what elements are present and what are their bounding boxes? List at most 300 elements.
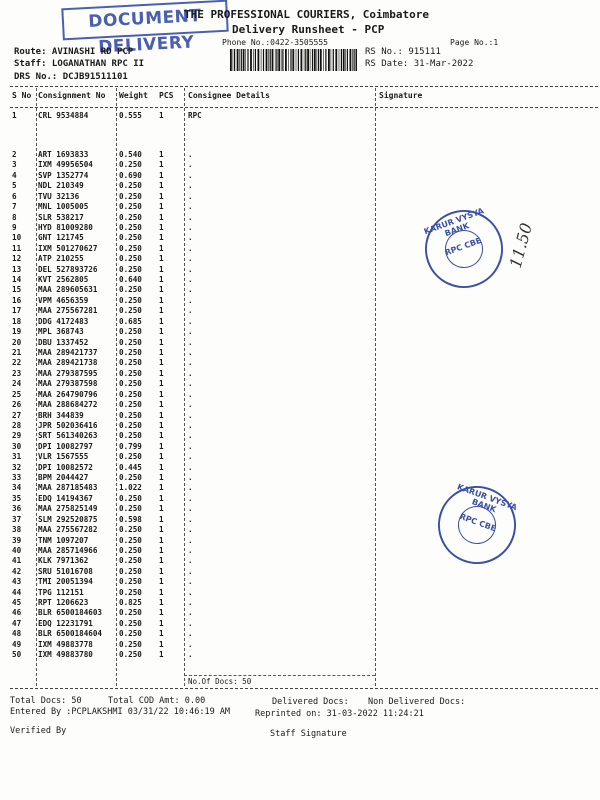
stamp-center-text: RPC CBE: [458, 511, 498, 534]
consignee-details-cell: .: [188, 191, 193, 201]
pieces-cell: 1: [159, 452, 164, 462]
consignee-details-cell: .: [188, 566, 193, 576]
serial-number-cell: 32: [12, 462, 22, 472]
consignee-details-cell: RPC: [188, 111, 202, 120]
consignment-number-cell: EDQ 14194367: [38, 493, 93, 503]
column-header-consignment: Consignment No: [38, 91, 106, 100]
serial-number-cell: 23: [12, 368, 22, 378]
table-row: [0, 223, 600, 233]
pieces-cell: 1: [159, 212, 164, 222]
table-row: [0, 348, 600, 358]
consignment-number-cell: NDL 210349: [38, 181, 84, 191]
consignment-number-cell: VLR 1567555: [38, 452, 89, 462]
consignee-details-cell: .: [188, 473, 193, 483]
column-header-signature: Signature: [379, 91, 423, 100]
weight-cell: 0.250: [119, 473, 142, 483]
consignee-details-cell: .: [188, 264, 193, 274]
consignment-number-cell: IXM 49883780: [38, 650, 93, 660]
total-cod-amount: Total COD Amt: 0.00: [108, 696, 206, 706]
table-header-border: [10, 107, 598, 108]
consignee-details-cell: .: [188, 379, 193, 389]
consignee-details-cell: .: [188, 514, 193, 524]
consignee-details-cell: .: [188, 431, 193, 441]
weight-cell: 0.250: [119, 285, 142, 295]
serial-number-cell: 50: [12, 650, 22, 660]
pieces-cell: 1: [159, 160, 164, 170]
consignment-number-cell: CRL 9534884: [38, 111, 89, 120]
serial-number-cell: 41: [12, 556, 22, 566]
serial-number-cell: 19: [12, 327, 22, 337]
consignment-number-cell: MAA 289421738: [38, 358, 98, 368]
table-row: [0, 233, 600, 243]
verified-by: Verified By: [10, 726, 67, 736]
weight-cell: 0.598: [119, 514, 142, 524]
serial-number-cell: 8: [12, 212, 17, 222]
serial-number-cell: 16: [12, 295, 22, 305]
table-row: [0, 577, 600, 587]
table-row: [0, 306, 600, 316]
consignee-details-cell: .: [188, 650, 193, 660]
consignment-number-cell: TPG 112151: [38, 587, 84, 597]
weight-cell: 0.250: [119, 545, 142, 555]
serial-number-cell: 35: [12, 493, 22, 503]
consignee-details-cell: .: [188, 285, 193, 295]
consignment-number-cell: MAA 288684272: [38, 400, 98, 410]
consignee-details-cell: .: [188, 275, 193, 285]
staff-signature: Staff Signature: [270, 729, 347, 739]
consignment-number-cell: EDQ 12231791: [38, 618, 93, 628]
serial-number-cell: 15: [12, 285, 22, 295]
consignment-number-cell: MAA 279387598: [38, 379, 98, 389]
serial-number-cell: 39: [12, 535, 22, 545]
drs-number: DRS No.: DCJB91511101: [14, 72, 128, 82]
consignee-details-cell: .: [188, 577, 193, 587]
consignment-number-cell: MAA 289421737: [38, 347, 98, 357]
weight-cell: 0.685: [119, 316, 142, 326]
serial-number-cell: 37: [12, 514, 22, 524]
consignment-number-cell: BLR 6500184603: [38, 608, 103, 618]
pieces-cell: 1: [159, 441, 164, 451]
serial-number-cell: 27: [12, 410, 22, 420]
rs-number: RS No.: 915111: [365, 47, 441, 57]
table-row: [0, 463, 600, 473]
phone-number: Phone No.:0422-3505555: [222, 38, 328, 47]
consignment-number-cell: RPT 1206623: [38, 598, 89, 608]
pieces-cell: 1: [159, 254, 164, 264]
table-row: [0, 358, 600, 368]
table-row: [0, 338, 600, 348]
serial-number-cell: 22: [12, 358, 22, 368]
pieces-cell: 1: [159, 420, 164, 430]
weight-cell: 0.250: [119, 566, 142, 576]
consignment-number-cell: MAA 275567282: [38, 525, 98, 535]
serial-number-cell: 17: [12, 306, 22, 316]
serial-number-cell: 30: [12, 441, 22, 451]
column-header-pcs: PCS: [159, 91, 174, 100]
consignment-number-cell: MAA 275567281: [38, 306, 98, 316]
pieces-cell: 1: [159, 462, 164, 472]
consignment-number-cell: KLK 7971362: [38, 556, 89, 566]
consignment-number-cell: MAA 287185483: [38, 483, 98, 493]
consignee-details-cell: .: [188, 493, 193, 503]
serial-number-cell: 43: [12, 577, 22, 587]
pieces-cell: 1: [159, 525, 164, 535]
consignee-details-cell: .: [188, 462, 193, 472]
consignee-details-cell: .: [188, 452, 193, 462]
weight-cell: 0.250: [119, 650, 142, 660]
weight-cell: 0.250: [119, 420, 142, 430]
serial-number-cell: 21: [12, 347, 22, 357]
consignee-details-cell: .: [188, 368, 193, 378]
pieces-cell: 1: [159, 431, 164, 441]
consignment-number-cell: MNL 1005005: [38, 202, 89, 212]
table-row: [0, 202, 600, 212]
consignment-number-cell: JPR 502036416: [38, 420, 98, 430]
consignee-details-cell: .: [188, 618, 193, 628]
table-row: [0, 181, 600, 191]
weight-cell: 0.250: [119, 222, 142, 232]
weight-cell: 0.250: [119, 295, 142, 305]
pieces-cell: 1: [159, 275, 164, 285]
serial-number-cell: 3: [12, 160, 17, 170]
serial-number-cell: 28: [12, 420, 22, 430]
delivered-docs: Delivered Docs:: [272, 697, 349, 707]
serial-number-cell: 10: [12, 233, 22, 243]
table-row: [0, 192, 600, 202]
serial-number-cell: 20: [12, 337, 22, 347]
consignee-details-cell: .: [188, 337, 193, 347]
weight-cell: 0.250: [119, 368, 142, 378]
consignment-number-cell: SLR 538217: [38, 212, 84, 222]
consignee-details-cell: .: [188, 181, 193, 191]
consignee-details-cell: .: [188, 629, 193, 639]
table-row: [0, 111, 600, 121]
column-header-weight: Weight: [119, 91, 148, 100]
consignee-details-cell: .: [188, 420, 193, 430]
weight-cell: 0.250: [119, 577, 142, 587]
consignee-details-cell: .: [188, 608, 193, 618]
route-label: Route: AVINASHI RD PCP: [14, 47, 134, 57]
serial-number-cell: 47: [12, 618, 22, 628]
table-row: [0, 317, 600, 327]
consignment-number-cell: MPL 368743: [38, 327, 84, 337]
table-row: [0, 421, 600, 431]
consignment-number-cell: HYD 81009280: [38, 222, 93, 232]
serial-number-cell: 34: [12, 483, 22, 493]
consignee-details-cell: .: [188, 150, 193, 159]
runsheet-subtitle: Delivery Runsheet - PCP: [232, 23, 385, 36]
consignee-details-cell: .: [188, 202, 193, 212]
serial-number-cell: 26: [12, 400, 22, 410]
weight-cell: 0.825: [119, 598, 142, 608]
pieces-cell: 1: [159, 389, 164, 399]
consignment-number-cell: BPM 2044427: [38, 473, 89, 483]
pieces-cell: 1: [159, 368, 164, 378]
consignee-details-cell: .: [188, 295, 193, 305]
pieces-cell: 1: [159, 608, 164, 618]
rs-date: RS Date: 31-Mar-2022: [365, 59, 474, 69]
serial-number-cell: 40: [12, 545, 22, 555]
table-row: [0, 556, 600, 566]
weight-cell: 0.250: [119, 535, 142, 545]
no-of-docs-separator: [184, 675, 375, 676]
pieces-cell: 1: [159, 514, 164, 524]
serial-number-cell: 14: [12, 275, 22, 285]
table-row: [0, 390, 600, 400]
table-row: [0, 213, 600, 223]
weight-cell: 0.250: [119, 347, 142, 357]
serial-number-cell: 31: [12, 452, 22, 462]
stamp-center-text: RPC CBE: [443, 235, 483, 258]
table-row: [0, 431, 600, 441]
table-row: [0, 400, 600, 410]
weight-cell: 0.250: [119, 493, 142, 503]
weight-cell: 0.250: [119, 556, 142, 566]
weight-cell: 0.250: [119, 202, 142, 212]
weight-cell: 0.250: [119, 337, 142, 347]
weight-cell: 0.799: [119, 441, 142, 451]
pieces-cell: 1: [159, 316, 164, 326]
pieces-cell: 1: [159, 358, 164, 368]
consignee-details-cell: .: [188, 160, 193, 170]
barcode-image: [230, 49, 357, 71]
table-row: [0, 285, 600, 295]
table-row: [0, 608, 600, 618]
consignment-number-cell: DPI 10082572: [38, 462, 93, 472]
consignee-details-cell: .: [188, 233, 193, 243]
consignment-number-cell: DBU 1337452: [38, 337, 89, 347]
consignment-number-cell: MAA 264790796: [38, 389, 98, 399]
consignment-number-cell: IXM 501270627: [38, 243, 98, 253]
weight-cell: 0.250: [119, 358, 142, 368]
pieces-cell: 1: [159, 473, 164, 483]
serial-number-cell: 48: [12, 629, 22, 639]
table-row: [0, 452, 600, 462]
consignment-number-cell: MAA 285714966: [38, 545, 98, 555]
pieces-cell: 1: [159, 577, 164, 587]
non-delivered-docs: Non Delivered Docs:: [368, 697, 466, 707]
consignment-number-cell: MAA 289605631: [38, 285, 98, 295]
serial-number-cell: 44: [12, 587, 22, 597]
consignee-details-cell: .: [188, 504, 193, 514]
consignee-details-cell: .: [188, 545, 193, 555]
pieces-cell: 1: [159, 111, 164, 120]
serial-number-cell: 11: [12, 243, 22, 253]
table-row: [0, 650, 600, 660]
weight-cell: 0.250: [119, 629, 142, 639]
pieces-cell: 1: [159, 535, 164, 545]
consignment-number-cell: GNT 121745: [38, 233, 84, 243]
table-row: [0, 379, 600, 389]
consignee-details-cell: .: [188, 212, 193, 222]
serial-number-cell: 29: [12, 431, 22, 441]
consignee-details-cell: .: [188, 327, 193, 337]
table-bottom-border: [10, 688, 598, 689]
weight-cell: 0.250: [119, 233, 142, 243]
consignee-details-cell: .: [188, 316, 193, 326]
serial-number-cell: 12: [12, 254, 22, 264]
consignment-number-cell: TNM 1097207: [38, 535, 89, 545]
pieces-cell: 1: [159, 150, 164, 159]
pieces-cell: 1: [159, 264, 164, 274]
total-docs: Total Docs: 50: [10, 696, 82, 706]
table-row: [0, 629, 600, 639]
column-header-consignee: Consignee Details: [188, 91, 270, 100]
column-header-sno: S No: [12, 91, 32, 100]
table-row: [0, 369, 600, 379]
serial-number-cell: 6: [12, 191, 17, 201]
table-row: [0, 327, 600, 337]
consignment-number-cell: DPI 10082797: [38, 441, 93, 451]
weight-cell: 0.250: [119, 212, 142, 222]
weight-cell: 0.250: [119, 254, 142, 264]
pieces-cell: 1: [159, 295, 164, 305]
serial-number-cell: 33: [12, 473, 22, 483]
weight-cell: 0.540: [119, 150, 142, 159]
pieces-cell: 1: [159, 327, 164, 337]
consignee-details-cell: .: [188, 389, 193, 399]
consignee-details-cell: .: [188, 598, 193, 608]
table-row: [0, 171, 600, 181]
weight-cell: 0.250: [119, 306, 142, 316]
consignee-details-cell: .: [188, 441, 193, 451]
consignment-number-cell: TVU 32136: [38, 191, 80, 201]
consignee-details-cell: .: [188, 525, 193, 535]
weight-cell: 0.250: [119, 608, 142, 618]
consignee-details-cell: .: [188, 556, 193, 566]
table-row: [0, 640, 600, 650]
table-row: [0, 442, 600, 452]
consignee-details-cell: .: [188, 243, 193, 253]
weight-cell: 0.250: [119, 525, 142, 535]
consignment-number-cell: MAA 279387595: [38, 368, 98, 378]
pieces-cell: 1: [159, 337, 164, 347]
consignment-number-cell: SLM 292520875: [38, 514, 98, 524]
consignee-details-cell: .: [188, 306, 193, 316]
pieces-cell: 1: [159, 598, 164, 608]
consignee-details-cell: .: [188, 358, 193, 368]
consignment-number-cell: TMI 20051394: [38, 577, 93, 587]
weight-cell: 0.250: [119, 327, 142, 337]
serial-number-cell: 9: [12, 222, 17, 232]
pieces-cell: 1: [159, 545, 164, 555]
weight-cell: 0.250: [119, 264, 142, 274]
weight-cell: 0.250: [119, 431, 142, 441]
table-row: [0, 483, 600, 493]
table-row: [0, 150, 600, 160]
consignment-number-cell: IXM 49956504: [38, 160, 93, 170]
pieces-cell: 1: [159, 233, 164, 243]
serial-number-cell: 24: [12, 379, 22, 389]
weight-cell: 0.555: [119, 111, 142, 120]
consignment-number-cell: DEL 527893726: [38, 264, 98, 274]
serial-number-cell: 13: [12, 264, 22, 274]
company-title: THE PROFESSIONAL COURIERS, Coimbatore: [184, 8, 430, 21]
weight-cell: 0.445: [119, 462, 142, 472]
serial-number-cell: 7: [12, 202, 17, 212]
pieces-cell: 1: [159, 170, 164, 180]
page-number: Page No.:1: [450, 38, 499, 47]
weight-cell: 0.250: [119, 243, 142, 253]
weight-cell: 0.250: [119, 160, 142, 170]
serial-number-cell: 45: [12, 598, 22, 608]
table-row: [0, 567, 600, 577]
consignee-details-cell: .: [188, 400, 193, 410]
weight-cell: 0.640: [119, 275, 142, 285]
pieces-cell: 1: [159, 566, 164, 576]
pieces-cell: 1: [159, 483, 164, 493]
pieces-cell: 1: [159, 191, 164, 201]
consignment-number-cell: MAA 275825149: [38, 504, 98, 514]
consignee-details-cell: .: [188, 483, 193, 493]
pieces-cell: 1: [159, 629, 164, 639]
consignee-details-cell: .: [188, 170, 193, 180]
consignment-number-cell: DDG 4172483: [38, 316, 89, 326]
pieces-cell: 1: [159, 618, 164, 628]
table-row: [0, 411, 600, 421]
table-row: [0, 619, 600, 629]
serial-number-cell: 25: [12, 389, 22, 399]
pieces-cell: 1: [159, 181, 164, 191]
consignment-number-cell: IXM 49883778: [38, 639, 93, 649]
pieces-cell: 1: [159, 504, 164, 514]
pieces-cell: 1: [159, 400, 164, 410]
weight-cell: 0.250: [119, 504, 142, 514]
pieces-cell: 1: [159, 306, 164, 316]
pieces-cell: 1: [159, 202, 164, 212]
consignment-number-cell: SRU 51016708: [38, 566, 93, 576]
consignment-number-cell: ATP 210255: [38, 254, 84, 264]
pieces-cell: 1: [159, 379, 164, 389]
document-delivery-stamp: DOCUMENT DELIVERY: [61, 0, 228, 40]
pieces-cell: 1: [159, 493, 164, 503]
pieces-cell: 1: [159, 243, 164, 253]
weight-cell: 0.250: [119, 587, 142, 597]
weight-cell: 1.022: [119, 483, 142, 493]
consignment-number-cell: SVP 1352774: [38, 170, 89, 180]
reprinted-on: Reprinted on: 31-03-2022 11:24:21: [255, 709, 424, 719]
table-row: [0, 473, 600, 483]
staff-label: Staff: LOGANATHAN RPC II: [14, 59, 145, 69]
pieces-cell: 1: [159, 410, 164, 420]
serial-number-cell: 46: [12, 608, 22, 618]
table-row: [0, 160, 600, 170]
consignment-number-cell: BLR 6500184604: [38, 629, 103, 639]
consignment-number-cell: BRH 344839: [38, 410, 84, 420]
pieces-cell: 1: [159, 650, 164, 660]
serial-number-cell: 5: [12, 181, 17, 191]
weight-cell: 0.250: [119, 379, 142, 389]
weight-cell: 0.250: [119, 400, 142, 410]
consignee-details-cell: .: [188, 587, 193, 597]
table-row: [0, 275, 600, 285]
consignee-details-cell: .: [188, 222, 193, 232]
pieces-cell: 1: [159, 587, 164, 597]
consignee-details-cell: .: [188, 347, 193, 357]
serial-number-cell: 2: [12, 150, 17, 159]
consignee-details-cell: .: [188, 639, 193, 649]
table-row: [0, 296, 600, 306]
no-of-docs: No.Of Docs: 50: [188, 677, 252, 686]
stamp-ring-text: KARUR VYSYA BANK: [455, 482, 519, 515]
table-row: [0, 598, 600, 608]
table-row: [0, 588, 600, 598]
consignment-number-cell: VPM 4656359: [38, 295, 89, 305]
weight-cell: 0.250: [119, 410, 142, 420]
weight-cell: 0.690: [119, 170, 142, 180]
serial-number-cell: 36: [12, 504, 22, 514]
consignment-number-cell: ART 1693833: [38, 150, 89, 159]
